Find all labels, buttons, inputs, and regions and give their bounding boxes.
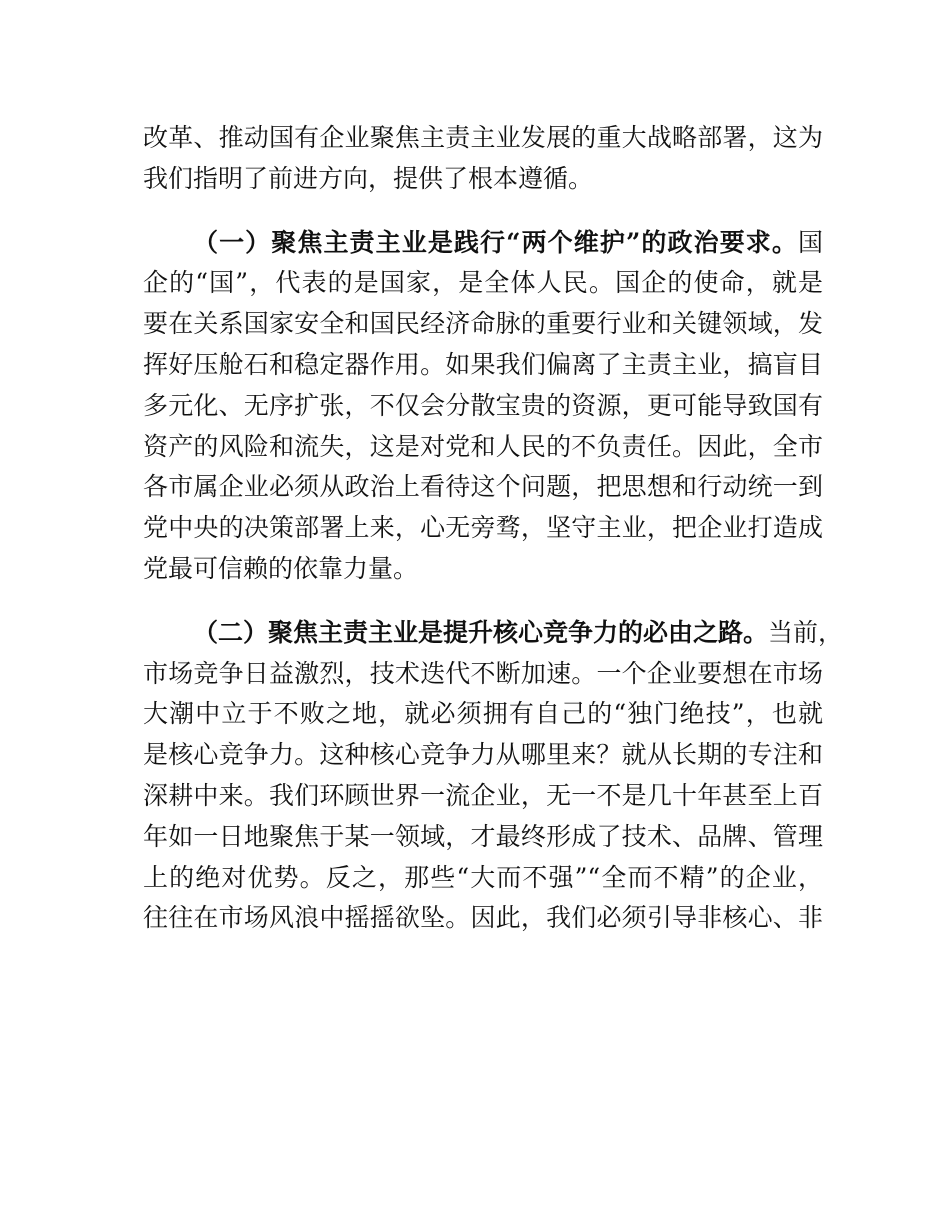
text-line: 各市属企业必须从政治上看待这个问题，把思想和行动统一到 [143,472,823,502]
text-line: 多元化、无序扩张，不仅会分散宝贵的资源，更可能导致国有 [143,390,823,420]
text-line: 党中央的决策部署上来，心无旁骛，坚守主业，把企业打造成 [143,513,823,543]
text-line-with-heading [143,223,823,264]
paragraph-section-one [143,223,823,590]
section-one-heading: （一）聚焦主责主业是践行“两个维护”的政治要求。 [193,227,798,257]
section-one-first-line-rest: 国 [797,227,823,257]
paragraph-section-two [143,613,844,939]
text-line: 年如一日地聚焦于某一领域，才最终形成了技术、品牌、管理 [143,821,823,851]
text-line: 资产的风险和流失，这是对党和人民的不负责任。因此，全市 [143,431,823,461]
document-body [143,118,844,939]
text-line: 改革、推动国有企业聚焦主责主业发展的重大战略部署，这为 [143,123,823,152]
text-line: 上的绝对优势。反之，那些“大而不强”“全而不精”的企业， [143,862,823,892]
paragraph-intro-continuation [143,118,823,200]
text-line: 我们指明了前进方向，提供了根本遵循。 [143,163,594,193]
text-line: 企的“国”，代表的是国家，是全体人民。国企的使命，就是 [143,268,823,298]
text-line: 深耕中来。我们环顾世界一流企业，无一不是几十年甚至上百 [143,780,823,810]
text-line: 要在关系国家安全和国民经济命脉的重要行业和关键领域，发 [143,309,823,339]
text-line: 往往在市场风浪中摇摇欲坠。因此，我们必须引导非核心、非 [143,903,823,933]
text-line-with-heading [143,613,844,654]
text-line: 是核心竞争力。这种核心竞争力从哪里来？就从长期的专注和 [143,740,823,770]
section-two-first-line-rest: 当前， [768,617,844,647]
text-line: 大潮中立于不败之地，就必须拥有自己的“独门绝技”，也就 [143,699,823,729]
text-line: 市场竞争日益激烈，技术迭代不断加速。一个企业要想在市场 [143,658,823,688]
section-two-heading: （二）聚焦主责主业是提升核心竞争力的必由之路。 [193,617,769,647]
text-line: 党最可信赖的依靠力量。 [143,553,419,583]
text-line: 挥好压舱石和稳定器作用。如果我们偏离了主责主业，搞盲目 [143,349,823,379]
